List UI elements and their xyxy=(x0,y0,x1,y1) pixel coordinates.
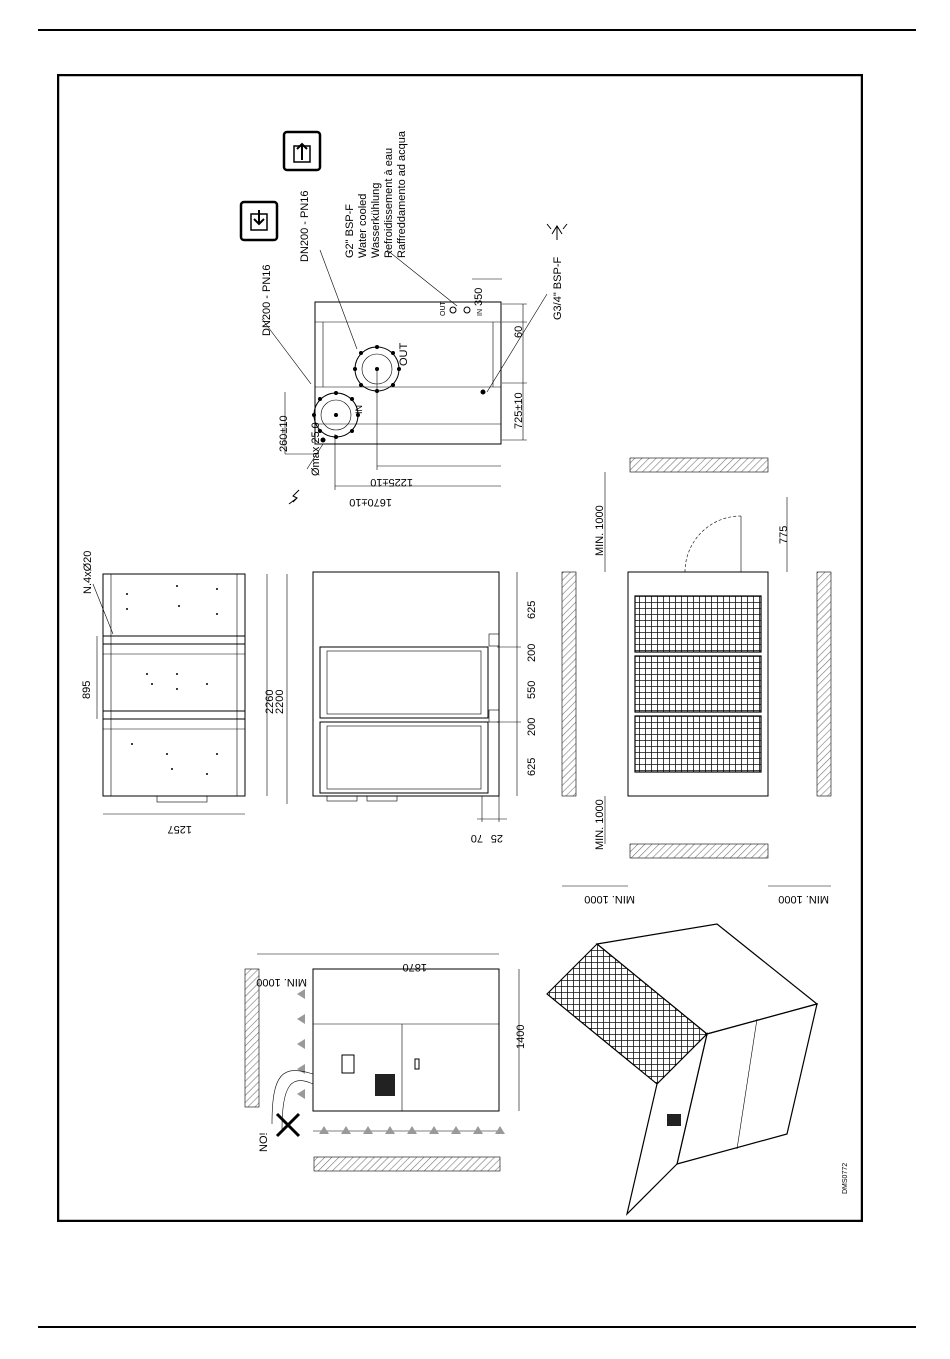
water-cooled-note xyxy=(344,130,408,258)
water-conn-line-2: Wasserkühlung xyxy=(370,182,382,258)
base-frame-outline xyxy=(103,574,245,796)
drawing-frame xyxy=(57,74,863,1222)
water-conn-line-3: Refroidissement à eau xyxy=(383,147,395,258)
top-view xyxy=(262,250,547,508)
dim-200a: 200 xyxy=(526,643,538,662)
fan-grid-3 xyxy=(635,716,761,772)
blocked-cross-icon xyxy=(277,1114,299,1136)
dim-550: 550 xyxy=(526,680,538,699)
water-in-port xyxy=(464,307,470,313)
flange-in-label: DN200 - PN16 xyxy=(261,264,273,336)
side-view xyxy=(313,572,538,844)
wall-left xyxy=(562,572,576,796)
water-out-port xyxy=(450,307,456,313)
fan-grid-1 xyxy=(635,596,761,652)
clearance-view xyxy=(562,458,831,905)
min-bottom-right-label: MIN. 1000 xyxy=(778,893,829,905)
dim-895: 895 xyxy=(81,680,93,699)
feet-holes-label: N.4xØ20 xyxy=(82,550,94,594)
min-top-label: MIN. 1000 xyxy=(594,505,606,556)
water-outlet-icon xyxy=(284,132,320,170)
drain-port xyxy=(481,390,486,395)
dim-60: 60 xyxy=(513,325,525,338)
wall-front xyxy=(314,1157,500,1171)
dim-1225: 1225±10 xyxy=(370,476,413,488)
flange-out-label: DN200 - PN16 xyxy=(299,190,311,262)
unit-outline-side xyxy=(313,969,499,1111)
footer-rule xyxy=(38,1326,916,1328)
water-inlet-icon xyxy=(241,202,277,240)
small-in-label: IN xyxy=(477,309,484,316)
dim-260: 260±10 xyxy=(278,415,290,452)
fan-vent-small xyxy=(375,1074,395,1096)
dim-200b: 200 xyxy=(526,717,538,736)
water-conn-title: G2" BSP-F xyxy=(344,203,356,258)
port-out-label: OUT xyxy=(398,342,410,366)
dim-1400: 1400 xyxy=(515,1024,527,1049)
wall-right xyxy=(817,572,831,796)
dim-25: 25 xyxy=(490,832,503,844)
control-panel-switch xyxy=(342,1055,354,1073)
side-view-outline xyxy=(313,572,499,796)
no-label: NO! xyxy=(258,1132,270,1152)
door-swing-arc xyxy=(685,516,741,572)
wall-rear xyxy=(245,969,259,1107)
dim-625b: 625 xyxy=(526,757,538,776)
min-left-label: MIN. 1000 xyxy=(594,799,606,850)
dim-1670: 1670±10 xyxy=(349,496,392,508)
small-out-label: OUT xyxy=(440,301,447,316)
fan-grid-2 xyxy=(635,656,761,712)
header-rule xyxy=(38,29,916,31)
min-rear-label: MIN. 1000 xyxy=(256,976,307,988)
port-in-label: IN xyxy=(354,405,364,414)
dim-350: 350 xyxy=(473,287,485,306)
dim-1870: 1870 xyxy=(402,961,427,973)
drain-label: G3/4" BSP-F xyxy=(552,256,564,320)
dim-2200: 2200 xyxy=(274,689,286,714)
dim-2260: 2260 xyxy=(264,689,276,714)
base-frame-view xyxy=(81,551,287,835)
drain-icon xyxy=(547,224,567,240)
cable-entry-label: Ømax 25.0 xyxy=(310,422,322,476)
dim-775: 775 xyxy=(778,525,790,544)
iso-control-vent xyxy=(667,1114,681,1126)
dim-625a: 625 xyxy=(526,600,538,619)
min-bottom-left-label: MIN. 1000 xyxy=(584,893,635,905)
electrical-hazard-icon xyxy=(289,490,299,504)
drawing-code: DMS0772 xyxy=(842,1162,849,1194)
water-conn-line-1: Water cooled xyxy=(357,193,369,258)
wall-top xyxy=(630,458,768,472)
dim-725: 725±10 xyxy=(513,392,525,429)
top-view-outline xyxy=(315,302,501,444)
isometric-view xyxy=(547,924,849,1214)
wall-bottom xyxy=(630,844,768,858)
water-conn-line-4: Raffreddamento ad acqua xyxy=(396,131,408,258)
dim-1257: 1257 xyxy=(167,823,192,835)
airflow-view xyxy=(245,954,527,1171)
technical-drawing xyxy=(57,74,863,1222)
dim-70: 70 xyxy=(470,832,483,844)
